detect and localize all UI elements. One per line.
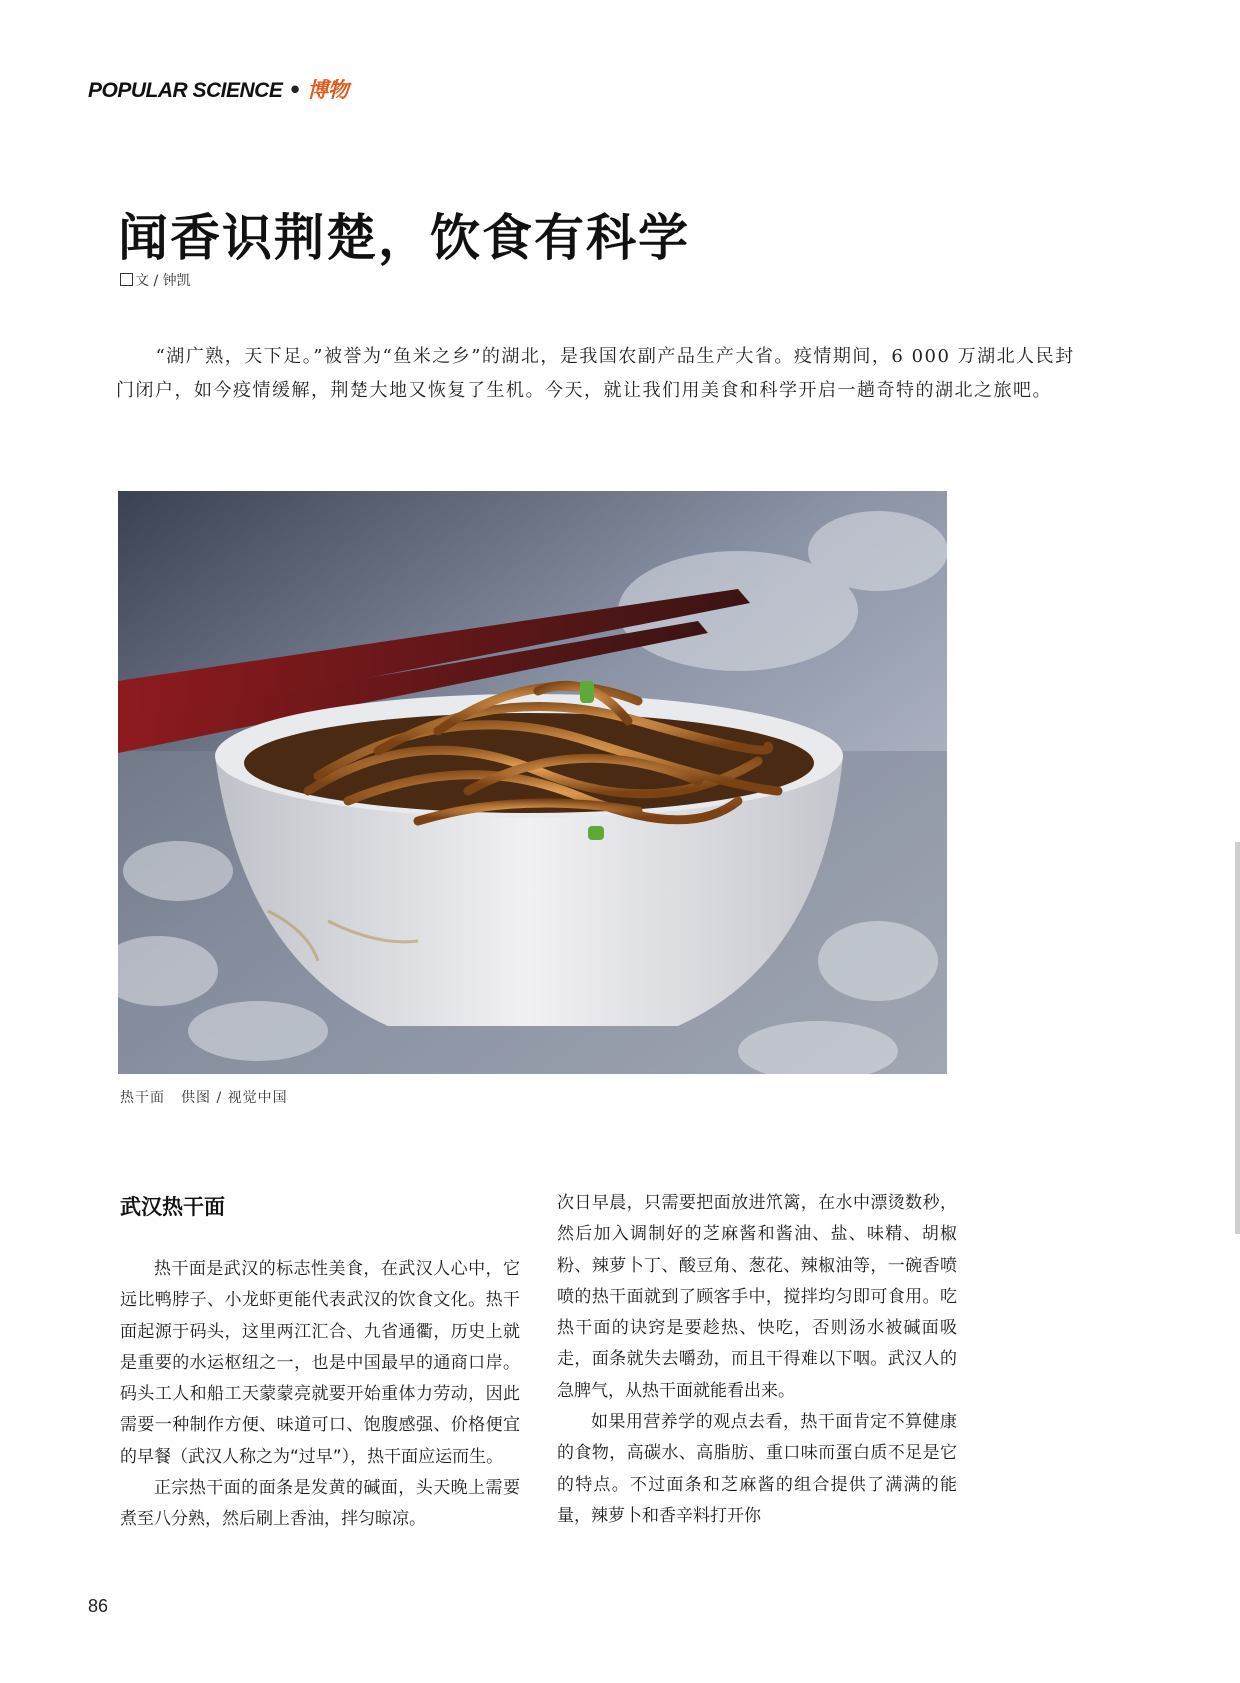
magazine-header: [88, 74, 348, 104]
article-intro: “湖广熟，天下足。”被誉为“鱼米之乡”的湖北，是我国农副产品生产大省。疫情期间，6 000 万湖北人民封门闭户，如今疫情缓解，荆楚大地又恢复了生机。今天，就让我们用美食和科学开启一趟奇特的湖北之旅吧。: [116, 346, 1075, 401]
article-byline: [120, 270, 191, 290]
figure-caption: [120, 1087, 288, 1107]
paragraph: 次日早晨，只需要把面放进笊篱，在水中漂烫数秒，然后加入调制好的芝麻酱和酱油、盐、味精、胡椒粉、辣萝卜丁、酸豆角、葱花、辣椒油等，一碗香喷喷的热干面就到了顾客手中，搅拌均匀即可食用。吃热干面的诀窍是要趁热、快吃，否则汤水被碱面吸走，面条就失去嚼劲，而且干得难以下咽。武汉人的急脾气，从热干面就能看出来。: [557, 1193, 957, 1401]
byline-text: 文 / 钟凯: [135, 273, 191, 289]
body-column-left: [120, 1188, 520, 1536]
body-column-right: [557, 1188, 957, 1532]
article-title: 闻香识荆楚，饮食有科学: [118, 209, 690, 267]
magazine-brand: POPULAR SCIENCE: [88, 79, 283, 102]
paragraph: 正宗热干面的面条是发黄的碱面，头天晚上需要煮至八分熟，然后刷上香油，拌匀晾凉。: [120, 1478, 520, 1530]
caption-text: 热干面: [120, 1090, 165, 1106]
paragraph: 如果用营养学的观点去看，热干面肯定不算健康的食物，高碳水、高脂肪、重口味而蛋白质不足是它的特点。不过面条和芝麻酱的组合提供了满满的能量，辣萝卜和香辛料打开你: [557, 1412, 957, 1526]
hot-dry-noodles-illustration: [118, 491, 947, 1074]
noodle-photo: [118, 491, 947, 1074]
page-number: 86: [88, 1596, 109, 1616]
caption-credit: 供图 / 视觉中国: [181, 1090, 288, 1106]
section-name: 博物: [307, 78, 349, 102]
paragraph: 热干面是武汉的标志性美食，在武汉人心中，它远比鸭脖子、小龙虾更能代表武汉的饮食文化。热干面起源于码头，这里两江汇合、九省通衢，历史上就是重要的水运枢纽之一，也是中国最早的通商口岸。码头工人和船工天蒙蒙亮就要开始重体力劳动，因此需要一种制作方便、味道可口、饱腹感强、价格便宜的早餐（武汉人称之为“过早”），热干面应运而生。: [120, 1259, 520, 1467]
page-edge-tab: [1235, 842, 1240, 1234]
section-heading: 武汉热干面: [120, 1195, 225, 1219]
byline-box-icon: [120, 273, 133, 286]
header-separator: •: [288, 78, 302, 102]
